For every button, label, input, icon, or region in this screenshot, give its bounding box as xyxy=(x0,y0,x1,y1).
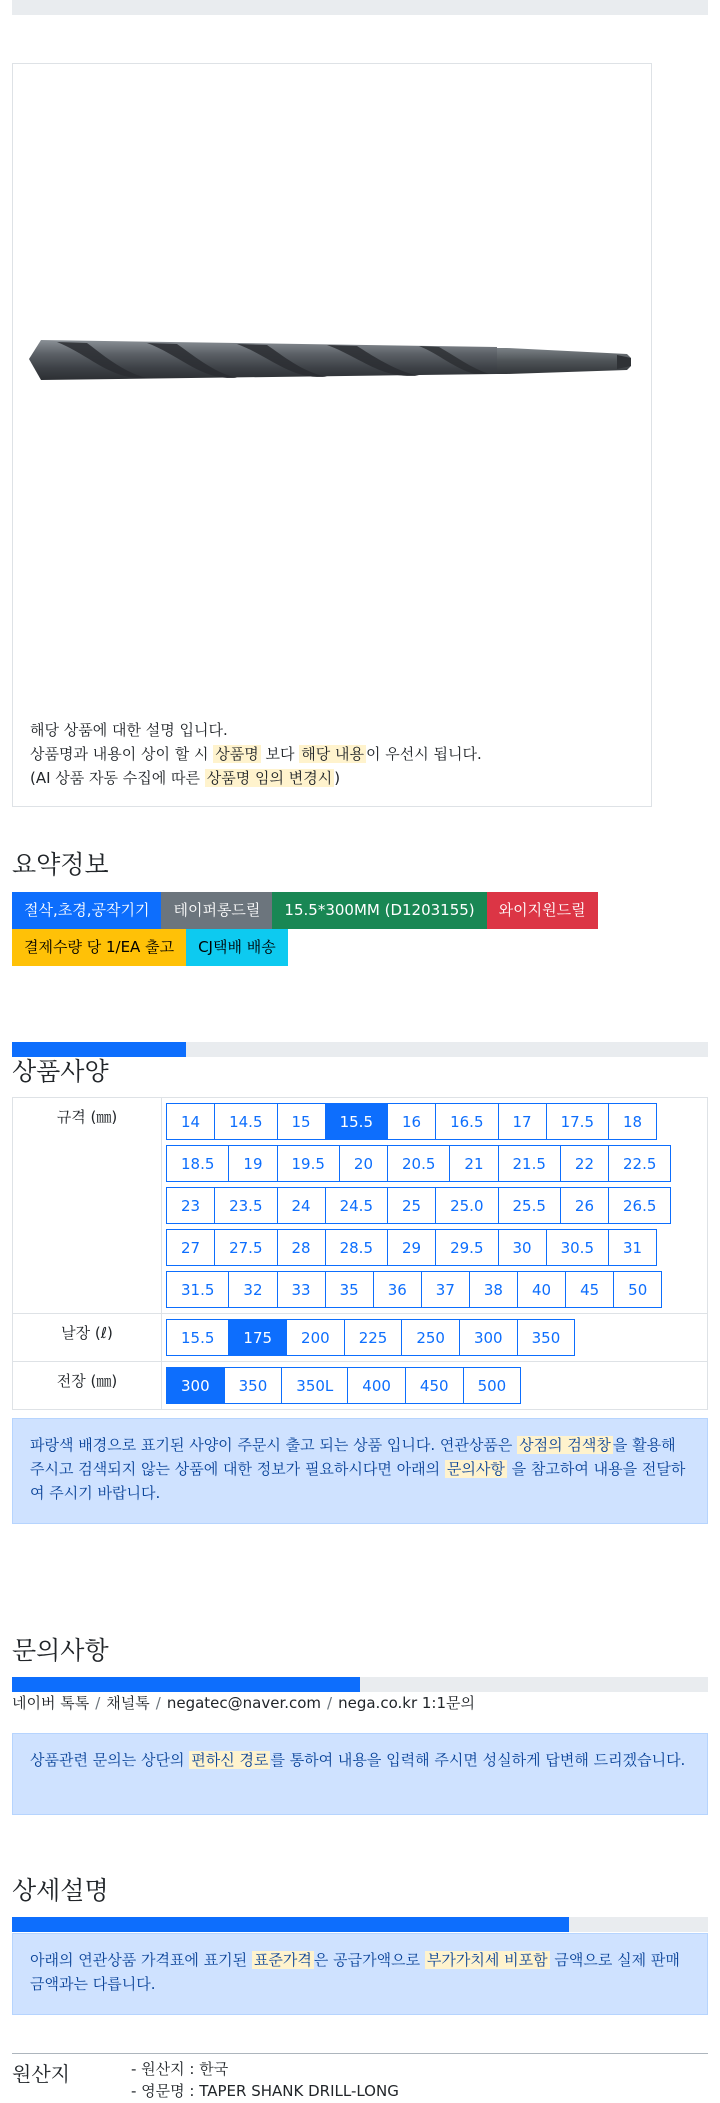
desc-line-1: 해당 상품에 대한 설명 입니다. xyxy=(30,721,228,739)
spec-option-button[interactable]: 20 xyxy=(339,1145,388,1182)
spec-option-button[interactable]: 22.5 xyxy=(608,1145,671,1182)
summary-badges-row-1 xyxy=(12,892,598,929)
inquiry-progress-bar xyxy=(12,1677,708,1692)
origin-divider xyxy=(12,2053,708,2054)
contact-link[interactable]: 채널톡 xyxy=(106,1694,150,1712)
spec-option-button[interactable]: 33 xyxy=(277,1271,326,1308)
origin-title: 원산지 xyxy=(12,2062,70,2086)
inquiry-notice xyxy=(12,1733,708,1815)
spec-option-button[interactable]: 28 xyxy=(277,1229,326,1266)
spec-option-button[interactable]: 38 xyxy=(469,1271,518,1308)
desc-text: (AI 상품 자동 수집에 따른 xyxy=(30,769,205,787)
spec-option-button[interactable]: 29.5 xyxy=(435,1229,498,1266)
contact-links xyxy=(12,1692,475,1713)
spec-option-button[interactable]: 19 xyxy=(228,1145,277,1182)
spec-option-button[interactable]: 37 xyxy=(421,1271,470,1308)
summary-badge: CJ택배 배송 xyxy=(186,929,288,966)
notice-text: 아래의 연관상품 가격표에 표기된 xyxy=(30,1951,252,1969)
origin-item: - 영문명 : TAPER SHANK DRILL-LONG xyxy=(131,2082,399,2100)
summary-badge: 절삭,초경,공작기기 xyxy=(12,892,161,929)
spec-option-button[interactable]: 225 xyxy=(344,1319,403,1356)
spec-option-button[interactable]: 21.5 xyxy=(498,1145,561,1182)
taper-shank-drill-image xyxy=(27,314,647,404)
contact-separator: / xyxy=(155,1694,161,1712)
top-progress-strip xyxy=(12,0,708,15)
notice-text: 을 참고하여 내용을 전달하여 주시기 바랍니다. xyxy=(30,1460,686,1502)
spec-option-button[interactable]: 300 xyxy=(459,1319,518,1356)
notice-text: 은 공급가액으로 xyxy=(313,1951,425,1969)
spec-option-line xyxy=(166,1229,703,1266)
spec-row xyxy=(12,1362,708,1410)
summary-title: 요약정보 xyxy=(12,850,109,879)
spec-option-button[interactable]: 16.5 xyxy=(435,1103,498,1140)
spec-row xyxy=(12,1098,708,1314)
spec-option-button[interactable]: 20.5 xyxy=(387,1145,450,1182)
spec-option-button[interactable]: 50 xyxy=(613,1271,662,1308)
spec-option-button[interactable]: 21 xyxy=(449,1145,498,1182)
desc-text: 이 우선시 됩니다. xyxy=(365,745,482,763)
desc-text: 상품명과 내용이 상이 할 시 xyxy=(30,745,214,763)
contact-link[interactable]: nega.co.kr 1:1문의 xyxy=(338,1694,475,1712)
spec-option-button[interactable]: 26 xyxy=(560,1187,609,1224)
spec-option-button[interactable]: 26.5 xyxy=(608,1187,671,1224)
spec-option-button[interactable]: 40 xyxy=(517,1271,566,1308)
spec-table xyxy=(12,1097,708,1410)
spec-option-button[interactable]: 24 xyxy=(277,1187,326,1224)
desc-highlight: 상품명 임의 변경시 xyxy=(206,769,333,787)
product-image-panel xyxy=(12,63,652,807)
spec-option-button[interactable]: 29 xyxy=(387,1229,436,1266)
contact-link[interactable]: negatec@naver.com xyxy=(166,1694,322,1712)
spec-option-button[interactable]: 18 xyxy=(608,1103,657,1140)
spec-option-button[interactable]: 25 xyxy=(387,1187,436,1224)
notice-text: 금액으로 실제 판매금액과는 다릅니다. xyxy=(30,1951,680,1993)
spec-option-button[interactable]: 19.5 xyxy=(277,1145,340,1182)
spec-option-button[interactable]: 175 xyxy=(228,1319,287,1356)
spec-option-button[interactable]: 25.5 xyxy=(498,1187,561,1224)
contact-separator: / xyxy=(95,1694,101,1712)
notice-highlight: 편하신 경로 xyxy=(191,1751,269,1769)
spec-option-button[interactable]: 32 xyxy=(228,1271,277,1308)
spec-row xyxy=(12,1314,708,1362)
spec-option-button[interactable]: 15.5 xyxy=(166,1319,229,1356)
spec-option-button[interactable]: 200 xyxy=(286,1319,345,1356)
spec-option-button[interactable]: 27.5 xyxy=(214,1229,277,1266)
summary-badge: 15.5*300MM (D1203155) xyxy=(272,892,486,929)
desc-highlight: 해당 내용 xyxy=(301,745,364,763)
detail-notice xyxy=(12,1933,708,2015)
inquiry-progress-fill xyxy=(12,1677,360,1692)
spec-options xyxy=(162,1314,708,1361)
detail-title: 상세설명 xyxy=(12,1876,109,1905)
notice-text: 을 활용해 주시고 검색되지 않는 상품에 대한 정보가 필요하시다면 아래의 xyxy=(30,1436,676,1478)
spec-option-button[interactable]: 25.0 xyxy=(435,1187,498,1224)
desc-line-3 xyxy=(30,766,482,790)
inquiry-title: 문의사항 xyxy=(12,1636,109,1665)
spec-option-button[interactable]: 250 xyxy=(401,1319,460,1356)
notice-text: 파랑색 배경으로 표기된 사양이 주문시 출고 되는 상품 입니다. 연관상품은 xyxy=(30,1436,518,1454)
spec-option-button[interactable]: 350L xyxy=(281,1367,348,1404)
spec-option-button[interactable]: 31.5 xyxy=(166,1271,229,1308)
spec-option-button[interactable]: 350 xyxy=(224,1367,283,1404)
product-description xyxy=(30,718,482,790)
spec-option-line xyxy=(166,1367,703,1404)
specs-notice xyxy=(12,1418,708,1524)
spec-option-button[interactable]: 23 xyxy=(166,1187,215,1224)
spec-option-button[interactable]: 24.5 xyxy=(325,1187,388,1224)
spec-option-button[interactable]: 30 xyxy=(498,1229,547,1266)
spec-option-button[interactable]: 450 xyxy=(405,1367,464,1404)
spec-option-button[interactable]: 31 xyxy=(608,1229,657,1266)
notice-highlight: 상점의 검색창 xyxy=(519,1436,611,1454)
spec-option-button[interactable]: 30.5 xyxy=(546,1229,609,1266)
specs-progress-fill xyxy=(12,1042,186,1057)
spec-option-button[interactable]: 18.5 xyxy=(166,1145,229,1182)
spec-option-button[interactable]: 350 xyxy=(517,1319,576,1356)
notice-highlight: 부가가치세 비포함 xyxy=(426,1951,548,1969)
spec-option-button[interactable]: 23.5 xyxy=(214,1187,277,1224)
notice-highlight: 문의사항 xyxy=(446,1460,505,1478)
notice-text: 를 통하여 내용을 입력해 주시면 성실하게 답변해 드리겠습니다. xyxy=(270,1751,686,1769)
spec-option-button[interactable]: 22 xyxy=(560,1145,609,1182)
spec-option-button[interactable]: 28.5 xyxy=(325,1229,388,1266)
summary-badge: 테이퍼롱드릴 xyxy=(161,892,272,929)
spec-option-button[interactable]: 16 xyxy=(387,1103,436,1140)
desc-line-2 xyxy=(30,742,482,766)
spec-option-button[interactable]: 400 xyxy=(347,1367,406,1404)
spec-option-line xyxy=(166,1187,703,1224)
spec-option-button[interactable]: 14 xyxy=(166,1103,215,1140)
spec-option-line xyxy=(166,1319,703,1356)
spec-option-line xyxy=(166,1103,703,1140)
spec-option-button[interactable]: 45 xyxy=(565,1271,614,1308)
spec-option-button[interactable]: 300 xyxy=(166,1367,225,1404)
specs-progress-bar xyxy=(12,1042,708,1057)
detail-progress-bar xyxy=(12,1917,708,1932)
spec-option-button[interactable]: 17.5 xyxy=(546,1103,609,1140)
spec-options xyxy=(162,1362,708,1409)
desc-text: 보다 xyxy=(260,745,300,763)
spec-option-button[interactable]: 36 xyxy=(373,1271,422,1308)
contact-separator: / xyxy=(327,1694,333,1712)
spec-options xyxy=(162,1098,708,1313)
spec-label: 규격 (㎜) xyxy=(12,1098,162,1313)
spec-option-button[interactable]: 27 xyxy=(166,1229,215,1266)
spec-option-button[interactable]: 15 xyxy=(277,1103,326,1140)
desc-highlight: 상품명 xyxy=(215,745,259,763)
spec-option-button[interactable]: 17 xyxy=(498,1103,547,1140)
spec-option-button[interactable]: 15.5 xyxy=(325,1103,388,1140)
spec-option-button[interactable]: 500 xyxy=(463,1367,522,1404)
summary-badges-row-2 xyxy=(12,929,288,966)
summary-badge: 결제수량 당 1/EA 출고 xyxy=(12,929,186,966)
spec-option-button[interactable]: 35 xyxy=(325,1271,374,1308)
origin-list xyxy=(131,2058,399,2102)
contact-link[interactable]: 네이버 톡톡 xyxy=(12,1694,90,1712)
specs-title: 상품사양 xyxy=(12,1057,109,1086)
desc-text: ) xyxy=(334,769,341,787)
spec-option-line xyxy=(166,1271,703,1308)
spec-label: 날장 (ℓ) xyxy=(12,1314,162,1361)
spec-option-button[interactable]: 14.5 xyxy=(214,1103,277,1140)
summary-badge: 와이지원드릴 xyxy=(487,892,598,929)
notice-text: 상품관련 문의는 상단의 xyxy=(30,1751,190,1769)
detail-progress-fill xyxy=(12,1917,569,1932)
spec-option-line xyxy=(166,1145,703,1182)
origin-item: - 원산지 : 한국 xyxy=(131,2060,229,2078)
spec-label: 전장 (㎜) xyxy=(12,1362,162,1409)
notice-highlight: 표준가격 xyxy=(253,1951,312,1969)
